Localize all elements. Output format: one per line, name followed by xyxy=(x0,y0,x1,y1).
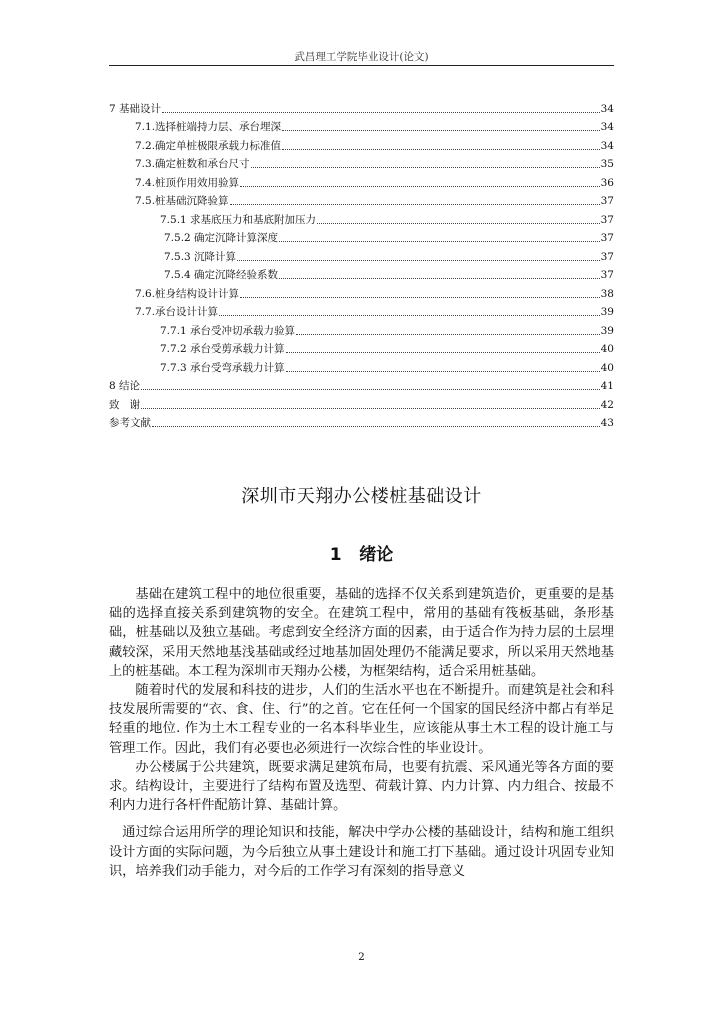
toc-entry-page: 37 xyxy=(600,195,614,207)
table-of-contents xyxy=(109,97,614,430)
toc-entry[interactable] xyxy=(109,227,614,246)
toc-leader xyxy=(279,241,600,242)
toc-entry[interactable] xyxy=(109,134,614,153)
toc-entry[interactable] xyxy=(109,190,614,209)
toc-leader xyxy=(286,352,600,353)
toc-entry-title: 致 谢 xyxy=(109,398,141,411)
toc-leader xyxy=(286,371,600,372)
toc-entry-page: 37 xyxy=(600,269,614,281)
paragraph: 办公楼属于公共建筑，既要求满足建筑布局，也要有抗震、采风通光等各方面的要求。结构设计，主要进行了结构布置及选型、荷载计算、内力计算、内力组合、按最不利内力进行各杆件配筋计算、基础计算。 xyxy=(109,759,614,814)
toc-entry-page: 42 xyxy=(600,398,614,411)
toc-leader xyxy=(152,426,600,427)
page-header: 武昌理工学院毕业设计(论文) xyxy=(294,51,429,63)
toc-entry-page: 39 xyxy=(600,324,614,337)
toc-entry-page: 38 xyxy=(600,287,614,300)
toc-leader xyxy=(141,389,600,390)
toc-entry-title: 7 基础设计 xyxy=(109,102,162,115)
toc-entry-page: 34 xyxy=(600,121,614,133)
toc-entry-page: 37 xyxy=(600,250,614,263)
paragraph: 随着时代的发展和科技的进步，人们的生活水平也在不断提升。而建筑是社会和科技发展所需要的“衣、食、住、行”的之首。它在任何一个国家的国民经济中都占有举足轻重的地位. 作为土木工程专业的一名本科毕业生，应该能从事土木工程的设计施工与管理工作。因此，我们有必要也必须进行一次综合性的毕业设计。 xyxy=(109,683,614,756)
toc-entry-page: 40 xyxy=(600,343,614,355)
toc-leader xyxy=(162,112,600,113)
toc-entry[interactable] xyxy=(109,319,614,338)
toc-entry-title: 8 结论 xyxy=(109,380,141,392)
toc-entry-title: 7.7.2 承台受剪承载力计算 xyxy=(160,343,285,355)
toc-leader xyxy=(219,315,600,316)
paragraph: 基础在建筑工程中的地位很重要，基础的选择不仅关系到建筑造价，更重要的是基础的选择直接关系到建筑物的安全。在建筑工程中，常用的基础有筏板基础，条形基础，桩基础以及独立基础。考虑到安全经济方面的因素，由于适合作为持力层的土层埋藏较深，采用天然地基浅基础或经过地基加固处理仍不能满足要求，所以采用天然地基上的桩基础。本工程为深圳市天翔办公楼，为框架结构，适合采用桩基础。 xyxy=(109,587,614,679)
document-title: 深圳市天翔办公楼桩基础设计 xyxy=(241,486,482,507)
toc-leader xyxy=(141,408,600,409)
toc-leader xyxy=(230,204,600,205)
toc-entry[interactable] xyxy=(109,338,614,357)
toc-entry-title: 7.5.4 确定沉降经验系数 xyxy=(164,269,279,281)
toc-leader xyxy=(282,130,600,131)
toc-entry[interactable] xyxy=(109,116,614,135)
toc-entry-page: 34 xyxy=(600,102,614,115)
toc-entry-page: 36 xyxy=(600,176,614,189)
toc-entry-page: 41 xyxy=(600,380,614,392)
toc-leader xyxy=(317,223,600,224)
header-divider xyxy=(109,65,614,66)
toc-entry-page: 40 xyxy=(600,361,614,374)
toc-entry[interactable] xyxy=(109,301,614,320)
toc-entry[interactable] xyxy=(109,97,614,116)
body-text xyxy=(109,585,614,881)
toc-entry[interactable] xyxy=(109,171,614,190)
toc-entry-page: 37 xyxy=(600,213,614,226)
toc-entry-title: 参考文献 xyxy=(109,417,151,429)
toc-entry-page: 35 xyxy=(600,158,614,170)
toc-entry-page: 34 xyxy=(600,139,614,152)
toc-entry[interactable] xyxy=(109,356,614,375)
toc-leader xyxy=(279,278,600,279)
toc-leader xyxy=(296,334,600,335)
toc-entry-title: 7.7.1 承台受冲切承载力验算 xyxy=(160,324,296,337)
page-number: 2 xyxy=(358,951,365,963)
toc-leader xyxy=(282,149,600,150)
toc-leader xyxy=(251,167,600,168)
toc-entry-title: 7.5.3 沉降计算 xyxy=(164,250,237,263)
toc-entry[interactable] xyxy=(109,264,614,283)
toc-entry-title: 7.5.2 确定沉降计算深度 xyxy=(164,232,279,244)
toc-leader xyxy=(237,260,600,261)
toc-entry[interactable] xyxy=(109,153,614,172)
toc-entry-title: 7.4.桩顶作用效用验算 xyxy=(135,176,240,189)
toc-entry-title: 7.5.桩基础沉降验算 xyxy=(135,195,229,207)
toc-entry[interactable] xyxy=(109,375,614,394)
toc-entry-title: 7.5.1 求基底压力和基底附加压力 xyxy=(160,213,317,226)
toc-entry-title: 7.7.3 承台受弯承载力计算 xyxy=(160,361,285,374)
toc-entry[interactable] xyxy=(109,208,614,227)
toc-entry-title: 7.6.桩身结构设计计算 xyxy=(135,287,240,300)
toc-entry-page: 39 xyxy=(600,306,614,318)
toc-entry-title: 7.1.选择桩端持力层、承台埋深 xyxy=(135,121,282,133)
toc-leader xyxy=(240,297,600,298)
toc-entry-title: 7.2.确定单桩极限承载力标准值 xyxy=(135,139,282,152)
toc-entry-page: 43 xyxy=(600,417,614,429)
paragraph: 通过综合运用所学的理论知识和技能，解决中学办公楼的基础设计，结构和施工组织设计方面的实际问题，为今后独立从事土建设计和施工打下基础。通过设计巩固专业知识，培养我们动手能力，对今后的工作学习有深刻的指导意义 xyxy=(109,825,614,879)
toc-entry-title: 7.7.承台设计计算 xyxy=(135,306,219,318)
toc-entry[interactable] xyxy=(109,245,614,264)
toc-entry-page: 37 xyxy=(600,232,614,244)
toc-entry-title: 7.3.确定桩数和承台尺寸 xyxy=(135,158,250,170)
toc-entry[interactable] xyxy=(109,412,614,431)
chapter-heading: 1 绪论 xyxy=(329,545,394,565)
toc-leader xyxy=(240,186,600,187)
toc-entry[interactable] xyxy=(109,282,614,301)
toc-entry[interactable] xyxy=(109,393,614,412)
